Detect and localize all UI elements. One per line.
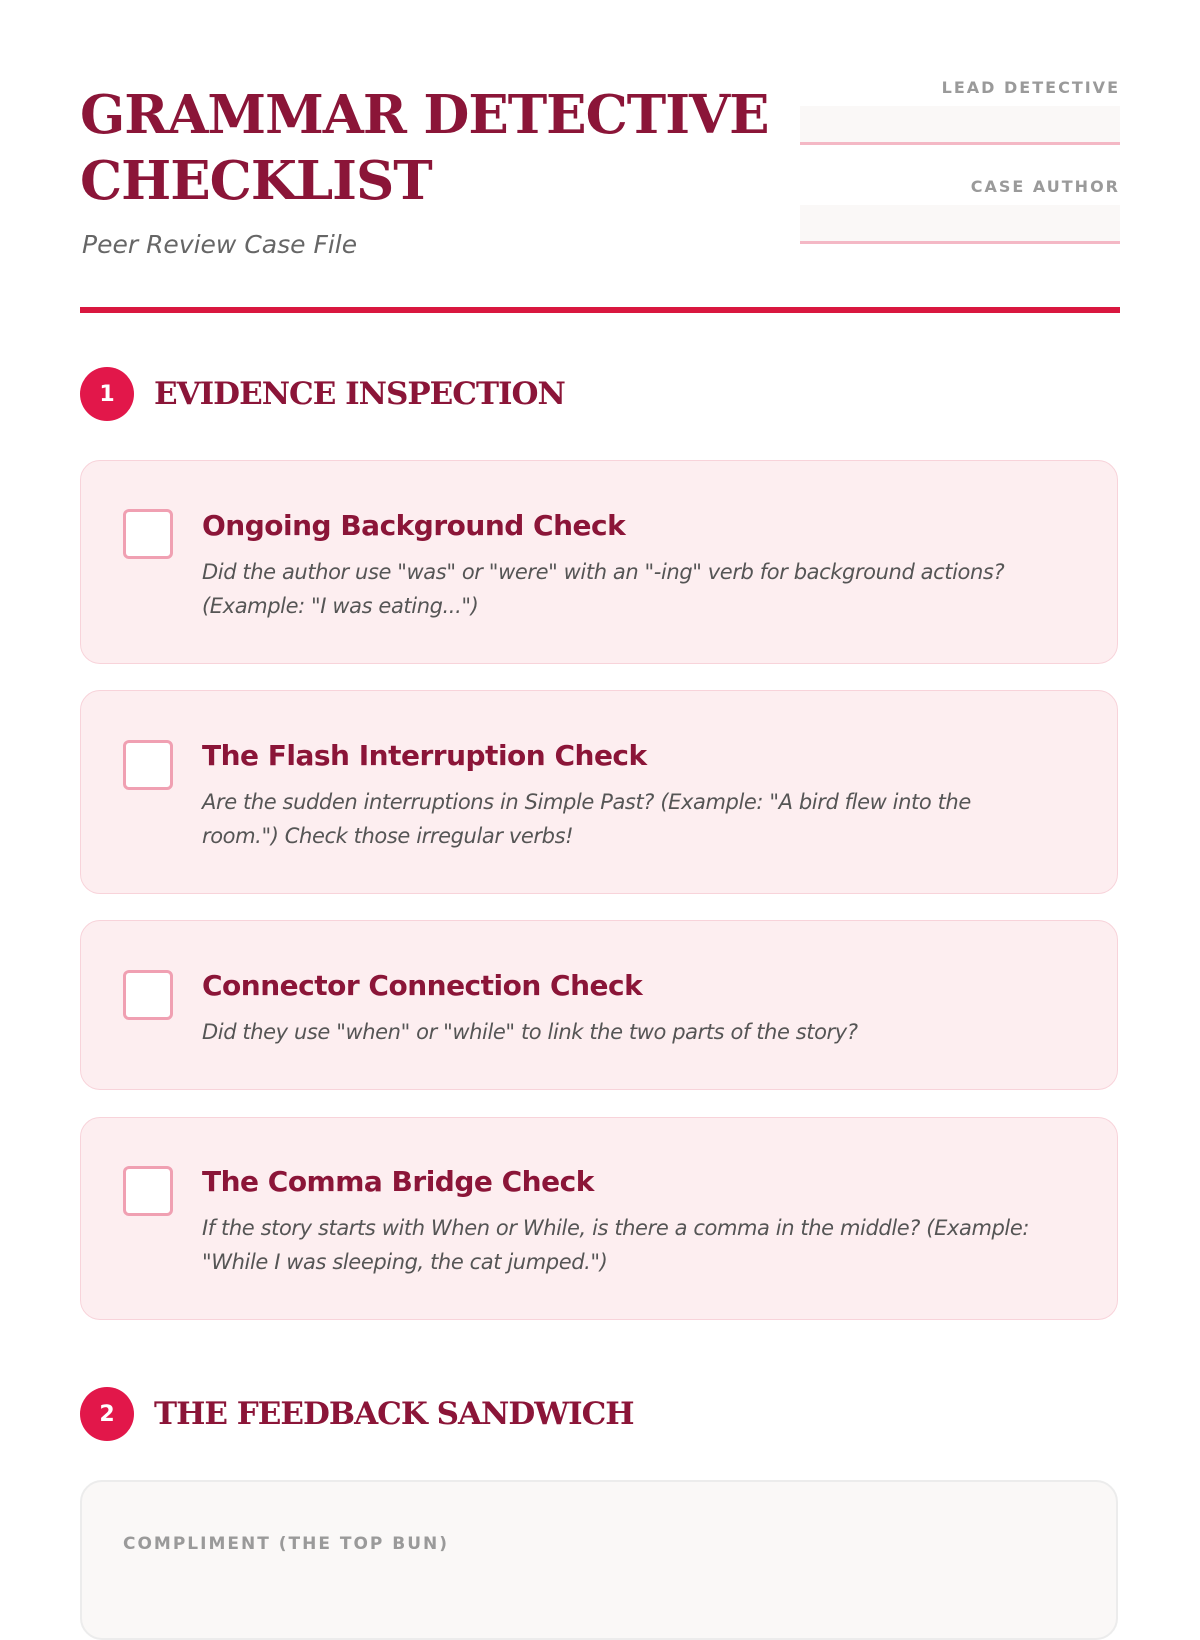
- check-description: [202, 555, 1087, 623]
- section-number-badge: 1: [80, 367, 134, 421]
- lead-detective-field[interactable]: [800, 106, 1120, 145]
- check-description: [202, 1211, 1087, 1279]
- check-card: [80, 690, 1118, 894]
- worksheet-page: [80, 0, 1120, 1600]
- check-title: Connector Connection Check: [202, 969, 643, 1002]
- section-feedback-sandwich: [80, 1387, 634, 1441]
- description-line: If the story starts with When or While, is there a comma in the middle? (Example:: [202, 1216, 1030, 1240]
- check-title: Ongoing Background Check: [202, 509, 626, 542]
- description-line: Did the author use "was" or "were" with an "-ing" verb for background actions?: [202, 560, 1005, 584]
- check-checkbox[interactable]: [123, 1166, 173, 1216]
- page-title: [80, 82, 780, 214]
- description-line: (Example: "I was eating..."): [202, 594, 479, 618]
- description-line: "While I was sleeping, the cat jumped."): [202, 1250, 608, 1274]
- description-line: room.") Check those irregular verbs!: [202, 824, 574, 848]
- check-description: [202, 1015, 1087, 1049]
- check-card: [80, 920, 1118, 1090]
- description-line: Did they use "when" or "while" to link the two parts of the story?: [202, 1020, 858, 1044]
- check-card: [80, 460, 1118, 664]
- header-divider: [80, 307, 1120, 313]
- page-subtitle: Peer Review Case File: [82, 230, 358, 259]
- case-meta: [800, 78, 1120, 276]
- lead-detective-label: LEAD DETECTIVE: [941, 78, 1120, 97]
- compliment-box[interactable]: [80, 1480, 1118, 1640]
- check-description: [202, 785, 1087, 853]
- title-line-1: GRAMMAR DETECTIVE: [80, 84, 769, 146]
- title-line-2: CHECKLIST: [80, 150, 432, 212]
- section-title: THE FEEDBACK SANDWICH: [154, 1396, 634, 1432]
- check-title: The Comma Bridge Check: [202, 1165, 594, 1198]
- case-author-label: CASE AUTHOR: [970, 177, 1120, 196]
- section-title: EVIDENCE INSPECTION: [154, 376, 565, 412]
- section-number-badge: 2: [80, 1387, 134, 1441]
- check-checkbox[interactable]: [123, 509, 173, 559]
- check-checkbox[interactable]: [123, 740, 173, 790]
- check-title: The Flash Interruption Check: [202, 739, 647, 772]
- case-author-field[interactable]: [800, 205, 1120, 244]
- description-line: Are the sudden interruptions in Simple Past? (Example: "A bird flew into the: [202, 790, 971, 814]
- check-card: [80, 1117, 1118, 1320]
- compliment-label: COMPLIMENT (THE TOP BUN): [123, 1534, 450, 1554]
- check-checkbox[interactable]: [123, 970, 173, 1020]
- section-evidence-inspection: [80, 367, 565, 421]
